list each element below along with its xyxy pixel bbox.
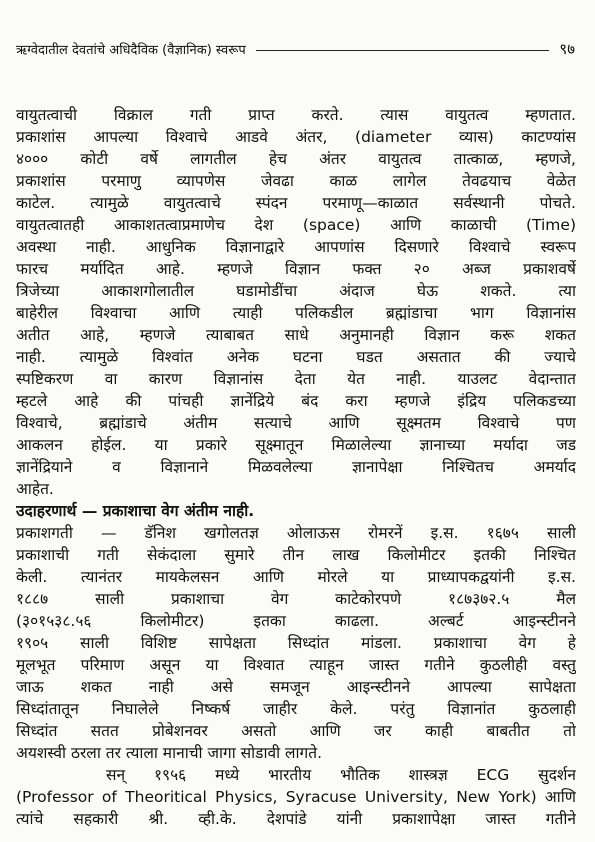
text-line: केली. त्यानंतर मायकेलसन आणि मोरले या प्राध्यापकद्वयांनी इ.स. — [16, 568, 576, 586]
text-line: प्रकाशांस आपल्या विश्वाचे आडवे अंतर, (diameter व्यास) काटण्यांस — [16, 128, 576, 146]
text-line: म्हटले आहे की पांचही ज्ञानेंद्रिये बंद करा म्हणजे इंद्रिय पलिकडच्या — [16, 392, 576, 410]
page-number: ९७ — [559, 40, 575, 58]
text-line: अतीत आहे, म्हणजे त्याबाबत साधे अनुमानही विज्ञान करू शकत — [16, 326, 576, 344]
text-line: सिध्दांतातून निघालेले निष्कर्ष जाहीर केले. परंतु विज्ञानांत कुठलाही — [16, 700, 576, 718]
text-line: मूलभूत परिमाण असून या विश्वात त्याहून जास्त गतीने कुठलीही वस्तु — [16, 656, 576, 674]
text-line: ४००० कोटी वर्षे लागतील हेच अंतर वायुतत्व तात्काळ, म्हणजे, — [16, 150, 576, 168]
text-line: अवस्था नाही. आधुनिक विज्ञानाद्वारे आपणांस दिसणारे विश्वाचे स्वरूप — [16, 238, 576, 256]
text-line: (३०१५३८.५६ किलोमीटर) इतका काढला. अल्बर्ट आइन्स्टीनने — [16, 612, 576, 630]
text-line: वायुतत्वाची विक्राल गती प्राप्त करते. त्यास वायुतत्व म्हणतात. — [16, 106, 576, 124]
running-header — [16, 38, 575, 60]
text-line: (Professor of Theoritical Physics, Syracuse University, New York) आणि — [16, 788, 576, 806]
text-line: प्रकाशाची गती सेकंदाला सुमारे तीन लाख किलोमीटर इतकी निश्चित — [16, 546, 576, 564]
text-line: फारच मर्यादित आहे. म्हणजे विज्ञान फक्त २० अब्ज प्रकाशवर्षे — [16, 260, 576, 278]
text-line: सन् १९५६ मध्ये भारतीय भौतिक शास्त्रज्ञ ECG सुदर्शन — [106, 766, 576, 784]
text-line: बाहेरील विश्वाचा आणि त्याही पलिकडील ब्रह्मांडाचा भाग विज्ञानांस — [16, 304, 576, 322]
header-rule — [256, 50, 550, 51]
text-line: प्रकाशांस परमाणु व्यापणेस जेवढा काळ लागेल तेवढयाच वेळेत — [16, 172, 576, 190]
text-line: त्रिजेच्या आकाशगोलातील घडामोडींचा अंदाज घेऊ शकते. त्या — [16, 282, 576, 300]
text-line: आहेत. — [16, 480, 54, 498]
paragraph-3 — [16, 764, 576, 830]
text-line: वायुतत्वातही आकाशतत्वाप्रमाणेच देश (space) आणि काळाची (Time) — [16, 216, 576, 234]
text-line: विश्वाचे, ब्रह्मांडाचे अंतीम सत्याचे आणि सूक्ष्मतम विश्वाचे पण — [16, 414, 576, 432]
chapter-title: ऋग्वेदातील देवतांचे अधिदैविक (वैज्ञानिक) स्वरूप — [16, 43, 246, 58]
text-line: नाही. त्यामुळे विश्वांत अनेक घटना घडत असतात की ज्याचे — [16, 348, 576, 366]
text-line: ज्ञानेंद्रियाने व विज्ञानाने मिळवलेल्या ज्ञानापेक्षा निश्चितच अमर्याद — [16, 458, 576, 476]
text-line: जाऊ शकत नाही असे समजून आइन्स्टीनने आपल्या सापेक्षता — [16, 678, 576, 696]
text-line: काटेल. त्यामुळे वायुतत्वाचे स्पंदन परमाणू—काळात सर्वस्थानी पोचते. — [16, 194, 576, 212]
text-line: आकलन होईल. या प्रकारे सूक्ष्मातून मिळालेल्या ज्ञानाच्या मर्यादा जड — [16, 436, 576, 454]
text-line: त्यांचे सहकारी श्री. व्ही.के. देशपांडे यांनी प्रकाशापेक्षा जास्त गतीने — [16, 810, 576, 828]
text-line: प्रकाशगती — डॅनिश खगोलतज्ञ ओलाऊस रोमरनें इ.स. १६७५ साली — [16, 524, 576, 542]
body-text — [16, 104, 576, 830]
text-line: अयशस्वी ठरला तर त्याला मानाची जागा सोडावी लागते. — [16, 744, 323, 762]
paragraph-2 — [16, 522, 576, 764]
text-line: सिध्दांत सतत प्रोबेशनवर असतो आणि जर काही बाबतीत तो — [16, 722, 576, 740]
text-line: १८८७ साली प्रकाशाचा वेग काटेकोरपणे १८७३७२.५ मैल — [16, 590, 576, 608]
text-line: १९०५ साली विशिष्ट सापेक्षता सिध्दांत मांडला. प्रकाशाचा वेग हे — [16, 634, 576, 652]
paragraph-1 — [16, 104, 576, 500]
section-heading: उदाहरणार्थ — प्रकाशाचा वेग अंतीम नाही. — [16, 502, 255, 520]
text-line: स्पष्टिकरण वा कारण विज्ञानांस देता येत नाही. याउलट वेदान्तात — [16, 370, 576, 388]
